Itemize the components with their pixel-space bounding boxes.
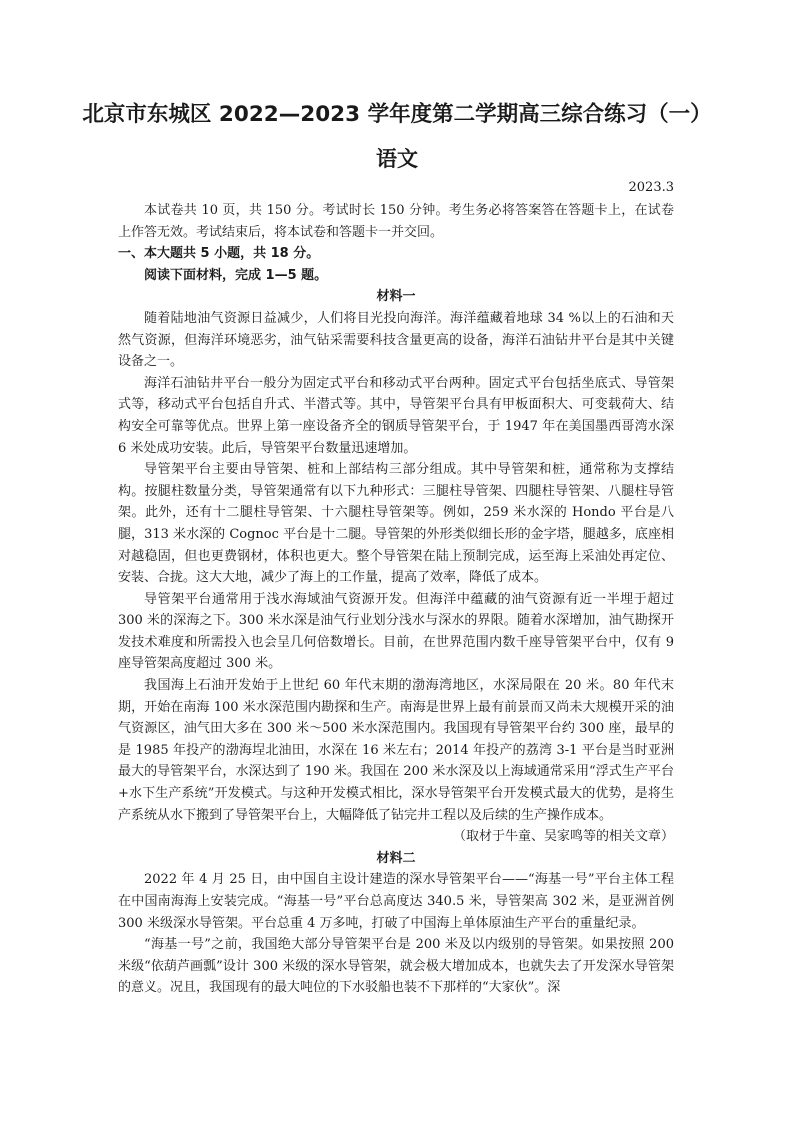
exam-date: 2023.3 xyxy=(628,180,674,195)
section-heading: 一、本大题共 5 小题，共 18 分。 xyxy=(118,246,320,262)
exam-title: 北京市东城区 2022—2023 学年度第二学期高三综合练习（一） xyxy=(82,102,712,127)
material-1-paragraph: 导管架平台通常用于浅水海域油气资源开发。但海洋中蕴藏的油气资源有近一半埋于超过 300 米的深海之下。300 米水深是油气行业划分浅水与深水的界限。随着水深增加，油气勘探开发技术难度和所需投入也会呈几何倍数增长。目前，在世界范围内数千座导管架平台中，仅有 9 座导管架高度超过 300 米。 xyxy=(118,591,674,672)
section-directive: 阅读下面材料，完成 1—5 题。 xyxy=(144,267,328,283)
material-2-paragraph: “海基一号”之前，我国绝大部分导管架平台是 200 米及以内级别的导管架。如果按照 200 米级“依葫芦画瓢”设计 300 米级的深水导管架，就会极大增加成本，也就失去了开发深水导管架的意义。况且，我国现有的最大吨位的下水驳船也装不下那样的“大家伙”。深 xyxy=(118,937,674,996)
material-1-paragraph: 我国海上石油开发始于上世纪 60 年代末期的渤海湾地区，水深局限在 20 米。80 年代末期，开始在南海 100 米水深范围内勘探和生产。南海是世界上最有前景而又尚未大规模开采的油气资源区，油气田大多在 300 米～500 米水深范围内。我国现有导管架平台约 300 座，最早的是 1985 年投产的渤海埕北油田，水深在 16 米左右；2014 年投产的荔湾 3-1 平台是当时亚洲最大的导管架平台，水深达到了 190 米。我国在 200 米水深及以上海域通常采用“浮式生产平台+水下生产系统”开发模式。与这种开发模式相比，深水导管架平台开发模式最大的优势，是将生产系统从水下搬到了导管架平台上，大幅降低了钻完井工程以及后续的生产操作成本。 xyxy=(118,678,674,823)
material-1-paragraph: 海洋石油钻井平台一般分为固定式平台和移动式平台两种。固定式平台包括坐底式、导管架式等，移动式平台包括自升式、半潜式等。其中，导管架平台具有甲板面积大、可变载荷大、结构安全可靠等优点。世界上第一座设备齐全的钢质导管架平台，于 1947 年在美国墨西哥湾水深 6 米处成功安装。此后，导管架平台数量迅速增加。 xyxy=(118,375,674,456)
material-1-paragraph: 随着陆地油气资源日益减少，人们将目光投向海洋。海洋蕴藏着地球 34 %以上的石油和天然气资源，但海洋环境恶劣，油气钻采需要科技含量更高的设备，海洋石油钻井平台是其中关键设备之一。 xyxy=(118,310,674,370)
instructions: 本试卷共 10 页，共 150 分。考试时长 150 分钟。考生务必将答案答在答题卡上，在试卷上作答无效。考试结束后，将本试卷和答题卡一并交回。 xyxy=(118,203,674,240)
material-1-paragraph: 导管架平台主要由导管架、桩和上部结构三部分组成。其中导管架和桩，通常称为支撑结构。按腿柱数量分类，导管架通常有以下九种形式：三腿柱导管架、四腿柱导管架、八腿柱导管架。此外，还有十二腿柱导管架、十六腿柱导管架等。例如，259 米水深的 Hondo 平台是八腿，313 米水深的 Cognoc 平台是十二腿。导管架的外形类似细长形的金字塔，腿越多，底座相对越稳固，但也更费钢材，体积也更大。整个导管架在陆上预制完成，运至海上采油处再定位、安装、合拢。这大大地，减少了海上的工作量，提高了效率，降低了成本。 xyxy=(118,462,674,586)
material-1-source: （取材于牛童、吴家鸣等的相关文章） xyxy=(452,829,674,845)
exam-body xyxy=(118,200,674,999)
material-1-title: 材料一 xyxy=(376,289,416,305)
material-2-paragraph: 2022 年 4 月 25 日，由中国自主设计建造的深水导管架平台——“海基一号”平台主体工程在中国南海海上安装完成。“海基一号”平台总高度达 340.5 米，导管架高 302 米，是亚洲首例 300 米级深水导管架。平台总重 4 万多吨，打破了中国海上单体原油生产平台的重量纪录。 xyxy=(118,872,674,931)
material-2-title: 材料二 xyxy=(376,850,416,866)
subject-title: 语文 xyxy=(376,147,418,171)
